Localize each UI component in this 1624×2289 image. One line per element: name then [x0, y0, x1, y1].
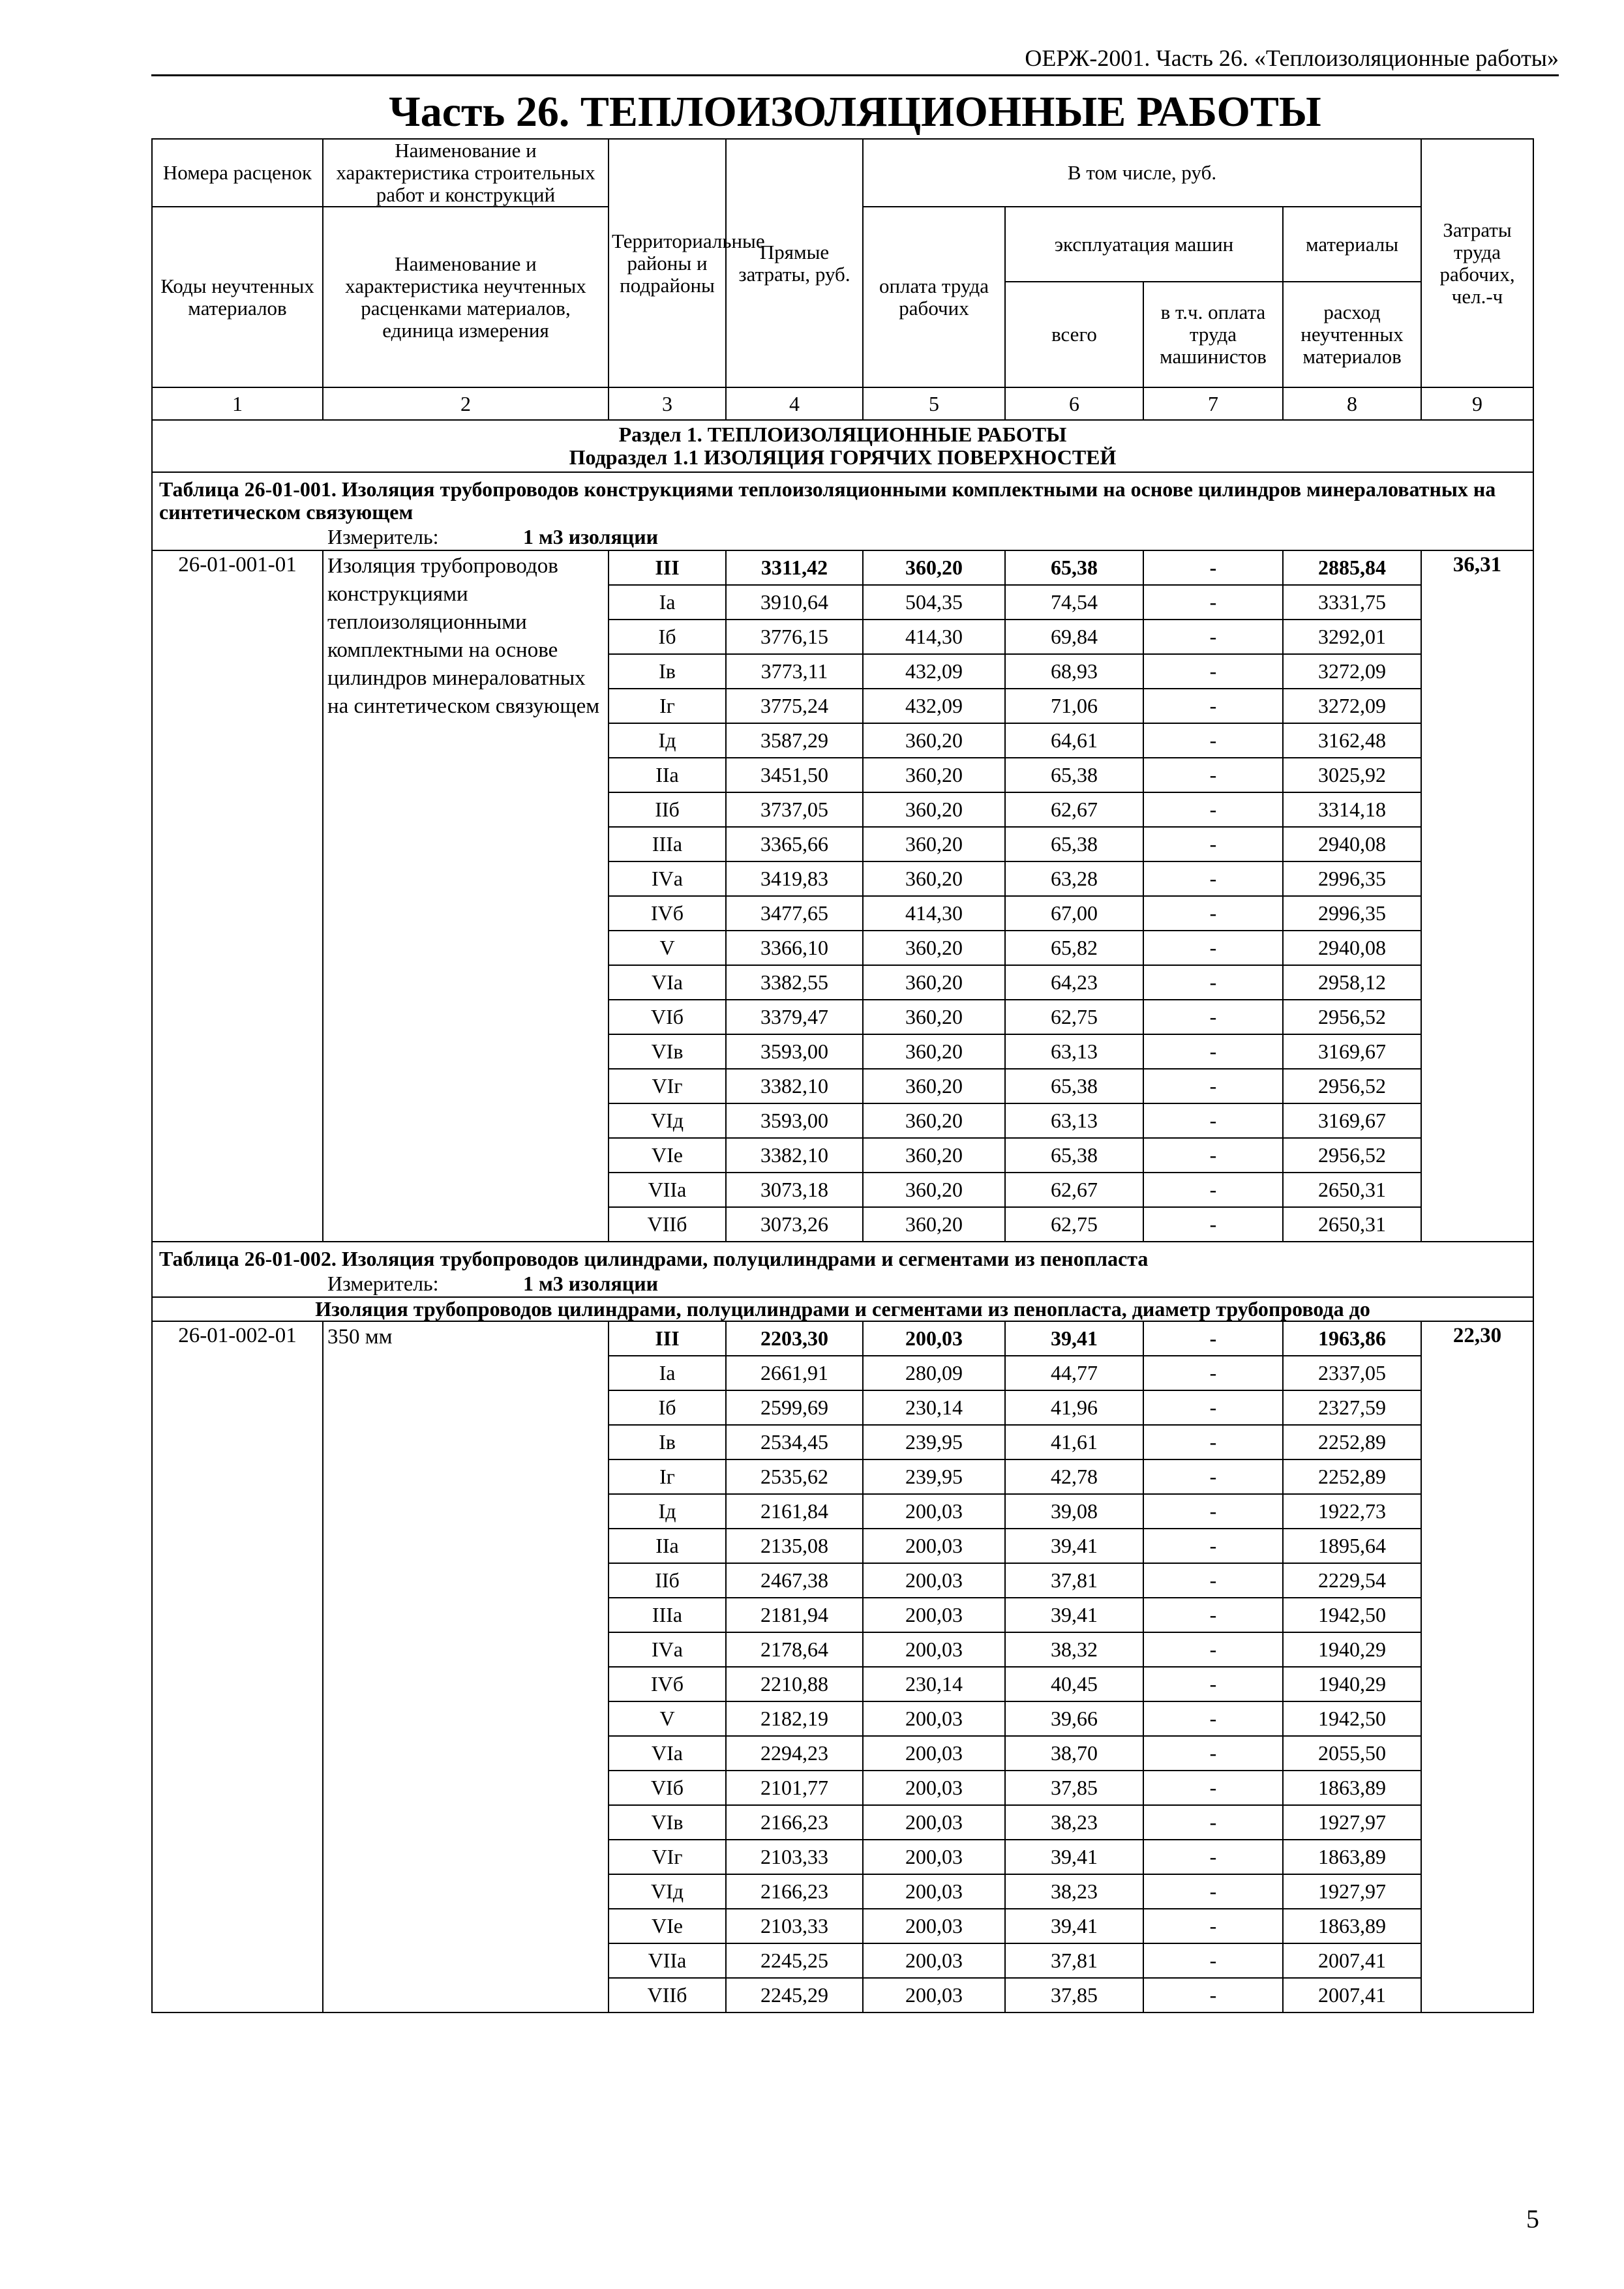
cell-direct-costs: 3073,26	[726, 1207, 863, 1242]
cell-district: Iв	[609, 1425, 726, 1459]
cell-direct-costs: 3773,11	[726, 654, 863, 689]
cell-machines-total: 65,38	[1005, 758, 1143, 792]
cell-machinist-wages: -	[1143, 1598, 1283, 1632]
cell-materials: 2996,35	[1283, 861, 1421, 896]
cell-direct-costs: 3382,55	[726, 965, 863, 1000]
cell-machines-total: 64,23	[1005, 965, 1143, 1000]
cell-machinist-wages: -	[1143, 1138, 1283, 1173]
cell-worker-wages: 360,20	[863, 1207, 1005, 1242]
header-rule	[151, 74, 1559, 76]
cell-direct-costs: 3382,10	[726, 1138, 863, 1173]
cell-district: VIб	[609, 1000, 726, 1034]
cell-materials: 2650,31	[1283, 1173, 1421, 1207]
cell-direct-costs: 2161,84	[726, 1494, 863, 1529]
header-material-name: Наименование и характеристика неучтенных расценками материалов, единица измерения	[323, 207, 609, 387]
cell-direct-costs: 3379,47	[726, 1000, 863, 1034]
table-row	[152, 550, 1533, 585]
cell-district: VIв	[609, 1034, 726, 1069]
cell-machinist-wages: -	[1143, 1736, 1283, 1771]
cell-materials: 2956,52	[1283, 1138, 1421, 1173]
running-header: ОЕРЖ-2001. Часть 26. «Теплоизоляционные работы»	[1025, 45, 1559, 71]
cell-district: VIIб	[609, 1207, 726, 1242]
cell-materials: 3169,67	[1283, 1103, 1421, 1138]
cell-materials: 1963,86	[1283, 1321, 1421, 1356]
cell-worker-wages: 239,95	[863, 1425, 1005, 1459]
part-title: Часть 26. ТЕПЛОИЗОЛЯЦИОННЫЕ РАБОТЫ	[389, 88, 1321, 136]
cell-machinist-wages: -	[1143, 1000, 1283, 1034]
cell-worker-wages: 360,20	[863, 1034, 1005, 1069]
cell-direct-costs: 2182,19	[726, 1701, 863, 1736]
column-number: 3	[609, 387, 726, 420]
cell-direct-costs: 3776,15	[726, 620, 863, 654]
cell-materials: 1863,89	[1283, 1771, 1421, 1805]
cell-machines-total: 39,41	[1005, 1909, 1143, 1943]
cell-worker-wages: 360,20	[863, 792, 1005, 827]
cell-machines-total: 37,85	[1005, 1978, 1143, 2012]
cell-worker-wages: 360,20	[863, 758, 1005, 792]
header-machinist-wages: в т.ч. оплата труда машинистов	[1143, 282, 1283, 387]
cell-machinist-wages: -	[1143, 1909, 1283, 1943]
cell-materials: 2055,50	[1283, 1736, 1421, 1771]
cell-direct-costs: 3910,64	[726, 585, 863, 620]
cell-district: IIIа	[609, 827, 726, 861]
header-worker-wages: оплата труда рабочих	[863, 207, 1005, 387]
cell-machinist-wages: -	[1143, 1563, 1283, 1598]
cell-worker-wages: 360,20	[863, 827, 1005, 861]
cell-machinist-wages: -	[1143, 827, 1283, 861]
column-number: 1	[152, 387, 323, 420]
cell-direct-costs: 2203,30	[726, 1321, 863, 1356]
cell-worker-wages: 432,09	[863, 654, 1005, 689]
cell-district: IIа	[609, 758, 726, 792]
cell-materials: 2229,54	[1283, 1563, 1421, 1598]
rate-code: 26-01-001-01	[152, 550, 323, 1242]
header-including: В том числе, руб.	[863, 139, 1421, 207]
cell-machinist-wages: -	[1143, 861, 1283, 896]
cell-machines-total: 64,61	[1005, 723, 1143, 758]
column-number: 7	[1143, 387, 1283, 420]
cell-direct-costs: 3451,50	[726, 758, 863, 792]
cell-materials: 2958,12	[1283, 965, 1421, 1000]
cell-machines-total: 37,85	[1005, 1771, 1143, 1805]
cell-district: Iа	[609, 1356, 726, 1390]
measure-label: Измеритель:	[327, 1271, 439, 1295]
cell-machinist-wages: -	[1143, 1771, 1283, 1805]
cell-worker-wages: 200,03	[863, 1494, 1005, 1529]
cell-machinist-wages: -	[1143, 931, 1283, 965]
cell-direct-costs: 2135,08	[726, 1529, 863, 1563]
cell-worker-wages: 230,14	[863, 1390, 1005, 1425]
cell-machines-total: 71,06	[1005, 689, 1143, 723]
rates-table	[151, 138, 1534, 2013]
subsection-title: Подраздел 1.1 ИЗОЛЯЦИЯ ГОРЯЧИХ ПОВЕРХНОСТЕЙ	[569, 445, 1117, 469]
cell-machines-total: 39,66	[1005, 1701, 1143, 1736]
cell-materials: 2940,08	[1283, 827, 1421, 861]
cell-materials: 1863,89	[1283, 1909, 1421, 1943]
cell-machines-total: 62,75	[1005, 1000, 1143, 1034]
cell-worker-wages: 360,20	[863, 1000, 1005, 1034]
cell-direct-costs: 3366,10	[726, 931, 863, 965]
measure-unit-row	[152, 1270, 1533, 1297]
cell-machinist-wages: -	[1143, 654, 1283, 689]
cell-materials: 1895,64	[1283, 1529, 1421, 1563]
cell-worker-wages: 360,20	[863, 1173, 1005, 1207]
cell-direct-costs: 2210,88	[726, 1667, 863, 1701]
column-number: 4	[726, 387, 863, 420]
cell-direct-costs: 3593,00	[726, 1103, 863, 1138]
cell-district: Iд	[609, 723, 726, 758]
cell-direct-costs: 2178,64	[726, 1632, 863, 1667]
cell-machines-total: 65,38	[1005, 1069, 1143, 1103]
cell-district: IIб	[609, 792, 726, 827]
cell-direct-costs: 3737,05	[726, 792, 863, 827]
cell-materials: 3025,92	[1283, 758, 1421, 792]
cell-worker-wages: 360,20	[863, 1138, 1005, 1173]
cell-machines-total: 42,78	[1005, 1459, 1143, 1494]
cell-machines-total: 38,23	[1005, 1805, 1143, 1840]
rate-description: Изоляция трубопроводов конструкциями теплоизоляционными комплектными на основе цилиндров минераловатных на синтетическом связующем	[323, 550, 609, 1242]
cell-materials: 2996,35	[1283, 896, 1421, 931]
cell-district: Iб	[609, 1390, 726, 1425]
cell-materials: 2252,89	[1283, 1425, 1421, 1459]
cell-district: VIе	[609, 1909, 726, 1943]
cell-materials: 3272,09	[1283, 689, 1421, 723]
cell-machinist-wages: -	[1143, 792, 1283, 827]
cell-machinist-wages: -	[1143, 1173, 1283, 1207]
cell-machinist-wages: -	[1143, 585, 1283, 620]
cell-machines-total: 63,28	[1005, 861, 1143, 896]
cell-district: Iв	[609, 654, 726, 689]
cell-machines-total: 65,82	[1005, 931, 1143, 965]
cell-direct-costs: 3073,18	[726, 1173, 863, 1207]
cell-worker-wages: 200,03	[863, 1978, 1005, 2012]
cell-worker-wages: 360,20	[863, 965, 1005, 1000]
cell-machinist-wages: -	[1143, 1701, 1283, 1736]
cell-district: VIг	[609, 1840, 726, 1874]
cell-district: IIIа	[609, 1598, 726, 1632]
cell-direct-costs: 3593,00	[726, 1034, 863, 1069]
cell-machinist-wages: -	[1143, 1874, 1283, 1909]
cell-machinist-wages: -	[1143, 1667, 1283, 1701]
cell-machines-total: 39,08	[1005, 1494, 1143, 1529]
column-number: 9	[1421, 387, 1533, 420]
cell-direct-costs: 2166,23	[726, 1805, 863, 1840]
cell-worker-wages: 360,20	[863, 1103, 1005, 1138]
cell-district: Iб	[609, 620, 726, 654]
cell-machines-total: 38,70	[1005, 1736, 1143, 1771]
cell-worker-wages: 360,20	[863, 861, 1005, 896]
cell-district: VIб	[609, 1771, 726, 1805]
cell-worker-wages: 200,03	[863, 1840, 1005, 1874]
cell-district: Iд	[609, 1494, 726, 1529]
header-material-codes: Коды неучтенных материалов	[152, 207, 323, 387]
cell-machinist-wages: -	[1143, 1943, 1283, 1978]
cell-machines-total: 39,41	[1005, 1598, 1143, 1632]
cell-machines-total: 69,84	[1005, 620, 1143, 654]
cell-machinist-wages: -	[1143, 758, 1283, 792]
cell-machinist-wages: -	[1143, 620, 1283, 654]
header-unaccounted-materials: расход неучтенных материалов	[1283, 282, 1421, 387]
cell-direct-costs: 2181,94	[726, 1598, 863, 1632]
cell-materials: 3331,75	[1283, 585, 1421, 620]
rate-code: 26-01-002-01	[152, 1321, 323, 2012]
header-rate-number: Номера расценок	[152, 139, 323, 207]
cell-direct-costs: 2535,62	[726, 1459, 863, 1494]
cell-materials: 2327,59	[1283, 1390, 1421, 1425]
cell-worker-wages: 200,03	[863, 1943, 1005, 1978]
cell-machines-total: 65,38	[1005, 827, 1143, 861]
cell-direct-costs: 3419,83	[726, 861, 863, 896]
cell-district: III	[609, 1321, 726, 1356]
cell-worker-wages: 200,03	[863, 1805, 1005, 1840]
cell-worker-wages: 200,03	[863, 1598, 1005, 1632]
cell-worker-wages: 414,30	[863, 620, 1005, 654]
cell-materials: 1927,97	[1283, 1805, 1421, 1840]
column-number: 5	[863, 387, 1005, 420]
table-title: Таблица 26-01-001. Изоляция трубопроводов конструкциями теплоизоляционными комплектными на основе цилиндров минераловатных на синтетическом связующем	[152, 472, 1533, 524]
header-materials: материалы	[1283, 207, 1421, 282]
column-number: 2	[323, 387, 609, 420]
cell-machinist-wages: -	[1143, 1494, 1283, 1529]
cell-district: VIIа	[609, 1943, 726, 1978]
column-number: 6	[1005, 387, 1143, 420]
cell-materials: 2650,31	[1283, 1207, 1421, 1242]
cell-machines-total: 68,93	[1005, 654, 1143, 689]
cell-worker-wages: 230,14	[863, 1667, 1005, 1701]
cell-district: IVа	[609, 1632, 726, 1667]
measure-unit-row	[152, 524, 1533, 550]
cell-materials: 2940,08	[1283, 931, 1421, 965]
cell-direct-costs: 2103,33	[726, 1840, 863, 1874]
cell-materials: 1940,29	[1283, 1667, 1421, 1701]
cell-worker-wages: 360,20	[863, 931, 1005, 965]
cell-machines-total: 38,32	[1005, 1632, 1143, 1667]
cell-direct-costs: 3587,29	[726, 723, 863, 758]
cell-materials: 1942,50	[1283, 1701, 1421, 1736]
cell-machinist-wages: -	[1143, 1805, 1283, 1840]
cell-machines-total: 67,00	[1005, 896, 1143, 931]
cell-district: VIа	[609, 1736, 726, 1771]
cell-direct-costs: 3477,65	[726, 896, 863, 931]
page-number: 5	[1526, 2204, 1539, 2234]
cell-district: IIб	[609, 1563, 726, 1598]
cell-machines-total: 65,38	[1005, 550, 1143, 585]
cell-materials: 2007,41	[1283, 1978, 1421, 2012]
header-labor-costs: Затраты труда рабочих, чел.-ч	[1421, 139, 1533, 387]
cell-worker-wages: 414,30	[863, 896, 1005, 931]
cell-materials: 3314,18	[1283, 792, 1421, 827]
cell-direct-costs: 3775,24	[726, 689, 863, 723]
cell-direct-costs: 3365,66	[726, 827, 863, 861]
cell-district: VIIа	[609, 1173, 726, 1207]
cell-machinist-wages: -	[1143, 965, 1283, 1000]
cell-machinist-wages: -	[1143, 1425, 1283, 1459]
cell-machinist-wages: -	[1143, 1529, 1283, 1563]
cell-worker-wages: 200,03	[863, 1909, 1005, 1943]
cell-worker-wages: 200,03	[863, 1771, 1005, 1805]
cell-direct-costs: 2245,25	[726, 1943, 863, 1978]
cell-machinist-wages: -	[1143, 1840, 1283, 1874]
cell-materials: 1927,97	[1283, 1874, 1421, 1909]
cell-district: VIв	[609, 1805, 726, 1840]
cell-materials: 3292,01	[1283, 620, 1421, 654]
cell-district: III	[609, 550, 726, 585]
cell-machinist-wages: -	[1143, 550, 1283, 585]
table-row	[152, 1321, 1533, 1356]
cell-district: Iг	[609, 1459, 726, 1494]
cell-materials: 2956,52	[1283, 1069, 1421, 1103]
cell-direct-costs: 2103,33	[726, 1909, 863, 1943]
cell-materials: 2337,05	[1283, 1356, 1421, 1390]
cell-machines-total: 62,67	[1005, 792, 1143, 827]
cell-worker-wages: 200,03	[863, 1632, 1005, 1667]
cell-machines-total: 41,61	[1005, 1425, 1143, 1459]
header-machines-total: всего	[1005, 282, 1143, 387]
cell-worker-wages: 200,03	[863, 1701, 1005, 1736]
cell-district: VIе	[609, 1138, 726, 1173]
cell-machinist-wages: -	[1143, 689, 1283, 723]
cell-worker-wages: 280,09	[863, 1356, 1005, 1390]
cell-machines-total: 62,67	[1005, 1173, 1143, 1207]
cell-machines-total: 39,41	[1005, 1321, 1143, 1356]
cell-direct-costs: 2166,23	[726, 1874, 863, 1909]
labor-costs: 22,30	[1421, 1321, 1533, 2012]
cell-machines-total: 39,41	[1005, 1840, 1143, 1874]
cell-machines-total: 74,54	[1005, 585, 1143, 620]
cell-materials: 3162,48	[1283, 723, 1421, 758]
cell-worker-wages: 504,35	[863, 585, 1005, 620]
cell-district: VIг	[609, 1069, 726, 1103]
header-machine-operation: эксплуатация машин	[1005, 207, 1283, 282]
cell-district: V	[609, 931, 726, 965]
cell-machines-total: 41,96	[1005, 1390, 1143, 1425]
cell-direct-costs: 2245,29	[726, 1978, 863, 2012]
cell-worker-wages: 200,03	[863, 1736, 1005, 1771]
cell-machinist-wages: -	[1143, 1390, 1283, 1425]
cell-worker-wages: 200,03	[863, 1321, 1005, 1356]
cell-machinist-wages: -	[1143, 1356, 1283, 1390]
cell-materials: 2956,52	[1283, 1000, 1421, 1034]
cell-machines-total: 39,41	[1005, 1529, 1143, 1563]
table-title: Таблица 26-01-002. Изоляция трубопроводов цилиндрами, полуцилиндрами и сегментами из пенопласта	[152, 1242, 1533, 1270]
cell-district: Iа	[609, 585, 726, 620]
cell-machinist-wages: -	[1143, 1103, 1283, 1138]
cell-worker-wages: 200,03	[863, 1874, 1005, 1909]
cell-worker-wages: 200,03	[863, 1529, 1005, 1563]
cell-machinist-wages: -	[1143, 1459, 1283, 1494]
cell-worker-wages: 360,20	[863, 1069, 1005, 1103]
cell-direct-costs: 2101,77	[726, 1771, 863, 1805]
cell-machinist-wages: -	[1143, 1207, 1283, 1242]
measure-value: 1 м3 изоляции	[523, 524, 659, 548]
cell-district: VIд	[609, 1103, 726, 1138]
section-title: Раздел 1. ТЕПЛОИЗОЛЯЦИОННЫЕ РАБОТЫ	[618, 423, 1067, 446]
cell-materials: 1942,50	[1283, 1598, 1421, 1632]
cell-machinist-wages: -	[1143, 896, 1283, 931]
measure-value: 1 м3 изоляции	[523, 1271, 659, 1295]
cell-machines-total: 38,23	[1005, 1874, 1143, 1909]
cell-machines-total: 62,75	[1005, 1207, 1143, 1242]
cell-materials: 2007,41	[1283, 1943, 1421, 1978]
section-heading	[152, 420, 1533, 472]
group-heading: Изоляция трубопроводов цилиндрами, полуцилиндрами и сегментами из пенопласта, диаметр трубопровода до	[152, 1297, 1533, 1321]
cell-machines-total: 37,81	[1005, 1563, 1143, 1598]
rate-description: 350 мм	[323, 1321, 609, 2012]
cell-materials: 3169,67	[1283, 1034, 1421, 1069]
cell-direct-costs: 2467,38	[726, 1563, 863, 1598]
cell-direct-costs: 2661,91	[726, 1356, 863, 1390]
cell-machines-total: 63,13	[1005, 1103, 1143, 1138]
cell-materials: 2885,84	[1283, 550, 1421, 585]
cell-district: IVб	[609, 896, 726, 931]
cell-worker-wages: 360,20	[863, 550, 1005, 585]
cell-district: IIа	[609, 1529, 726, 1563]
measure-label: Измеритель:	[327, 524, 439, 548]
cell-worker-wages: 432,09	[863, 689, 1005, 723]
labor-costs: 36,31	[1421, 550, 1533, 1242]
cell-machinist-wages: -	[1143, 1978, 1283, 2012]
cell-materials: 3272,09	[1283, 654, 1421, 689]
cell-direct-costs: 3311,42	[726, 550, 863, 585]
cell-machinist-wages: -	[1143, 1632, 1283, 1667]
cell-direct-costs: 2599,69	[726, 1390, 863, 1425]
cell-materials: 1863,89	[1283, 1840, 1421, 1874]
cell-machines-total: 40,45	[1005, 1667, 1143, 1701]
column-number: 8	[1283, 387, 1421, 420]
cell-materials: 1940,29	[1283, 1632, 1421, 1667]
cell-direct-costs: 2294,23	[726, 1736, 863, 1771]
cell-materials: 1922,73	[1283, 1494, 1421, 1529]
cell-machinist-wages: -	[1143, 1069, 1283, 1103]
cell-worker-wages: 200,03	[863, 1563, 1005, 1598]
cell-district: Iг	[609, 689, 726, 723]
cell-district: VIд	[609, 1874, 726, 1909]
cell-machinist-wages: -	[1143, 1321, 1283, 1356]
cell-district: VIIб	[609, 1978, 726, 2012]
cell-direct-costs: 3382,10	[726, 1069, 863, 1103]
header-territorial-district: Территориальные районы и подрайоны	[609, 139, 726, 387]
cell-machines-total: 65,38	[1005, 1138, 1143, 1173]
cell-district: V	[609, 1701, 726, 1736]
header-direct-costs: Прямые затраты, руб.	[726, 139, 863, 387]
cell-direct-costs: 2534,45	[726, 1425, 863, 1459]
cell-district: IVб	[609, 1667, 726, 1701]
cell-machines-total: 44,77	[1005, 1356, 1143, 1390]
cell-machinist-wages: -	[1143, 723, 1283, 758]
cell-worker-wages: 239,95	[863, 1459, 1005, 1494]
cell-district: IVа	[609, 861, 726, 896]
cell-worker-wages: 360,20	[863, 723, 1005, 758]
cell-machines-total: 37,81	[1005, 1943, 1143, 1978]
cell-materials: 2252,89	[1283, 1459, 1421, 1494]
cell-machines-total: 63,13	[1005, 1034, 1143, 1069]
cell-district: VIа	[609, 965, 726, 1000]
cell-machinist-wages: -	[1143, 1034, 1283, 1069]
header-work-name: Наименование и характеристика строительных работ и конструкций	[323, 139, 609, 207]
